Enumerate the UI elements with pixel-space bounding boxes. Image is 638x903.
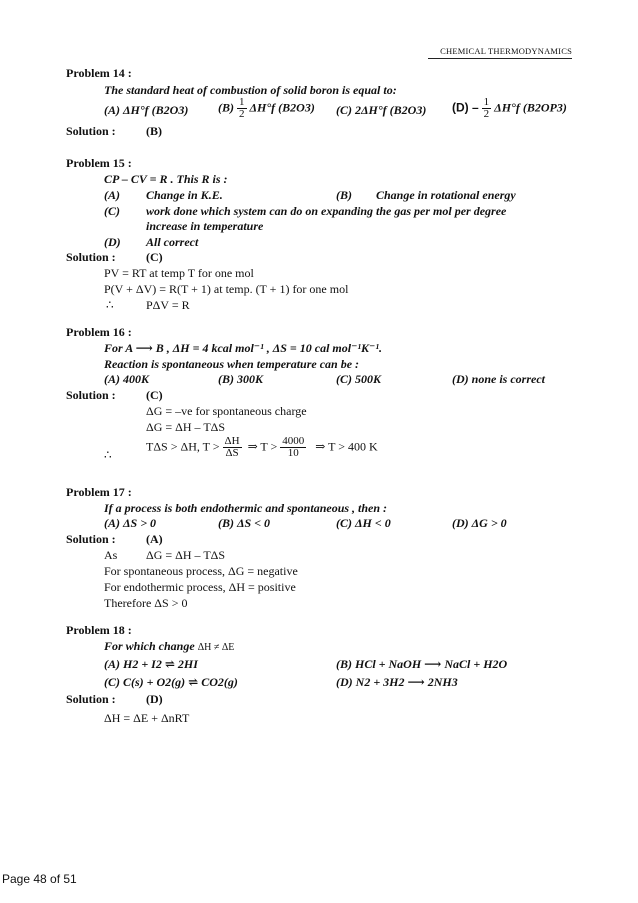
fraction-half — [237, 97, 247, 120]
fraction-den: ΔS — [225, 447, 239, 459]
fraction-dh-ds — [223, 436, 242, 459]
option-c: (C) 500K — [336, 372, 381, 386]
solution-label: Solution : — [66, 124, 116, 138]
fraction-num: ΔH — [224, 435, 240, 447]
option-d-text: All correct — [146, 235, 199, 249]
option-b-prefix: (B) — [218, 100, 234, 115]
problem-14-option-b — [218, 97, 315, 120]
option-d-label: (D) — [104, 235, 121, 249]
option-d-prefix: (D) – — [452, 100, 479, 115]
running-header: CHEMICAL THERMODYNAMICS — [428, 46, 572, 59]
option-a: (A) ΔS > 0 — [104, 516, 157, 530]
solution-answer: (B) — [146, 124, 162, 138]
fraction-den: 2 — [239, 108, 245, 120]
problem-14-option-c: (C) 2ΔH°f (B2O3) — [336, 103, 427, 117]
problem-15-question: CP – CV = R . This R is : — [104, 172, 228, 186]
problem-16-question-continued: Reaction is spontaneous when temperature can be : — [104, 357, 360, 371]
solution-line: For spontaneous process, ΔG = negative — [104, 564, 298, 578]
solution-line: ΔG = ΔH – TΔS — [146, 420, 226, 434]
implies-step: ⇒ T > — [247, 439, 278, 454]
solution-line: P(V + ΔV) = R(T + 1) at temp. (T + 1) for one mol — [104, 282, 349, 296]
option-a-text: Change in K.E. — [146, 188, 223, 202]
option-c-label: (C) — [104, 204, 120, 218]
solution-answer: (C) — [146, 250, 163, 264]
option-b-text: ΔH°f (B2O3) — [249, 100, 315, 115]
fraction-num: 1 — [483, 96, 490, 108]
option-b: (B) HCl + NaOH ⟶ NaCl + H2O — [336, 657, 508, 671]
problem-17-label: Problem 17 : — [66, 485, 132, 499]
option-c: (C) C(s) + O2(g) ⇌ CO2(g) — [104, 675, 238, 689]
solution-label: Solution : — [66, 388, 116, 402]
solution-label: Solution : — [66, 250, 116, 264]
option-d: (D) none is correct — [452, 372, 545, 386]
problem-16-label: Problem 16 : — [66, 325, 132, 339]
option-a-label: (A) — [104, 188, 120, 202]
fraction-num: 1 — [239, 96, 245, 108]
therefore-symbol: ∴ — [104, 448, 112, 462]
problem-18-question — [104, 639, 234, 655]
option-b: (B) 300K — [218, 372, 263, 386]
solution-line: ΔG = ΔH – TΔS — [146, 548, 226, 562]
solution-line: For endothermic process, ΔH = positive — [104, 580, 296, 594]
option-c: (C) ΔH < 0 — [336, 516, 391, 530]
problem-14-question: The standard heat of combustion of solid boron is equal to: — [104, 83, 397, 97]
result-step: ⇒ T > 400 K — [315, 439, 378, 454]
option-d: (D) ΔG > 0 — [452, 516, 507, 530]
option-b-text: Change in rotational energy — [376, 188, 516, 202]
problem-14-label: Problem 14 : — [66, 66, 132, 80]
option-c-text-continued: increase in temperature — [146, 219, 264, 233]
problem-17-question: If a process is both endothermic and spontaneous , then : — [104, 501, 388, 515]
fraction-den: 10 — [287, 447, 299, 459]
fraction-den: 2 — [483, 108, 490, 120]
option-b-label: (B) — [336, 188, 352, 202]
option-b: (B) ΔS < 0 — [218, 516, 271, 530]
question-condition: ΔH ≠ ΔE — [197, 642, 235, 653]
inequality-start: TΔS > ΔH, T > — [146, 439, 220, 454]
fraction-num: 4000 — [282, 435, 305, 447]
solution-label: Solution : — [66, 532, 116, 546]
fraction-half — [482, 97, 492, 120]
problem-18-label: Problem 18 : — [66, 623, 132, 637]
therefore-symbol: ∴ — [106, 298, 114, 312]
solution-answer: (A) — [146, 532, 163, 546]
solution-line: Therefore ΔS > 0 — [104, 596, 188, 610]
problem-14-option-d — [452, 97, 567, 120]
option-a: (A) 400K — [104, 372, 149, 386]
solution-answer: (C) — [146, 388, 163, 402]
solution-line: ΔG = –ve for spontaneous charge — [146, 404, 307, 418]
solution-line: ΔH = ΔE + ΔnRT — [104, 711, 190, 725]
solution-line: PΔV = R — [146, 298, 190, 312]
option-d: (D) N2 + 3H2 ⟶ 2NH3 — [336, 675, 458, 689]
option-c-text: work done which system can do on expanding the gas per mol per degree — [146, 204, 507, 218]
inequality-derivation — [146, 436, 378, 459]
option-a: (A) H2 + I2 ⇌ 2HI — [104, 657, 198, 671]
problem-15-label: Problem 15 : — [66, 156, 132, 170]
page-number: Page 48 of 51 — [2, 872, 77, 886]
solution-answer: (D) — [146, 692, 163, 706]
solution-label: Solution : — [66, 692, 116, 706]
solution-line: PV = RT at temp T for one mol — [104, 266, 254, 280]
solution-as: As — [104, 548, 118, 562]
problem-16-question: For A ⟶ B , ΔH = 4 kcal mol⁻¹ , ΔS = 10 cal mol⁻¹K⁻¹. — [104, 341, 382, 355]
fraction-4000-10 — [280, 436, 306, 459]
question-text: For which change — [104, 639, 195, 653]
problem-14-option-a: (A) ΔH°f (B2O3) — [104, 103, 189, 117]
option-d-text: ΔH°f (B2OP3) — [494, 100, 567, 115]
